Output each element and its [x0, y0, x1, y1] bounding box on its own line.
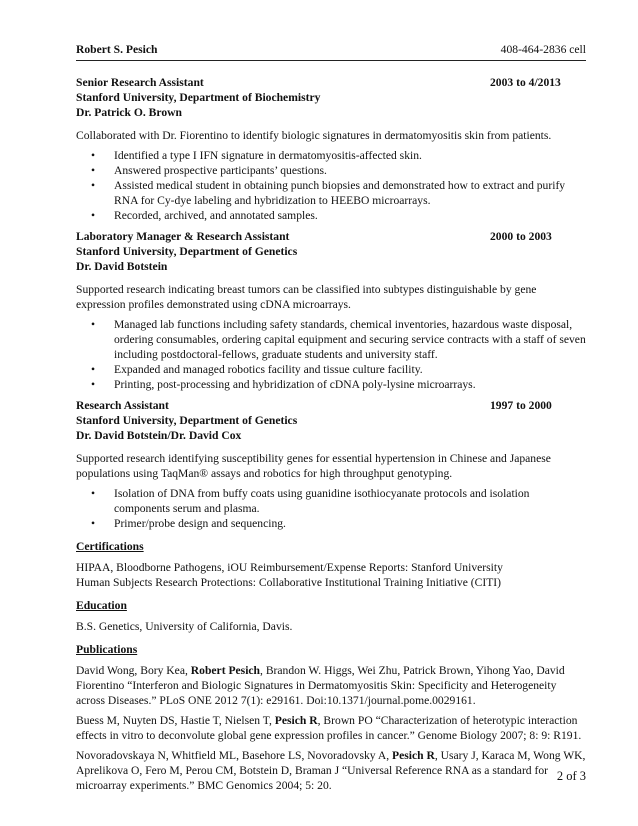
publication-entry — [76, 663, 586, 708]
publication-entry — [76, 713, 586, 743]
job-summary: Supported research identifying susceptibility genes for essential hypertension in Chinese and Japanese populations using TaqMan® assays and robotics for high throughput genotyping. — [76, 452, 551, 480]
job-summary: Collaborated with Dr. Fiorentino to identify biologic signatures in dermatomyositis skin from patients. — [76, 129, 552, 142]
certification-line: HIPAA, Bloodborne Pathogens, iOU Reimbursement/Expense Reports: Stanford University — [76, 561, 503, 574]
bullet-item: • Primer/probe design and sequencing. — [76, 516, 586, 531]
bullet-item: • Answered prospective participants’ questions. — [76, 163, 586, 178]
certifications-list — [76, 560, 586, 590]
page-number: 2 of 3 — [556, 769, 586, 783]
certification-line: Human Subjects Research Protections: Collaborative Institutional Training Initiative (CITI) — [76, 576, 502, 589]
resume-page — [76, 42, 586, 793]
job-entry — [76, 398, 586, 531]
job-supervisor: Dr. David Botstein/Dr. David Cox — [76, 429, 242, 442]
publications-list — [76, 663, 586, 793]
job-header — [76, 229, 586, 274]
bullet-item: • Identified a type I IFN signature in dermatomyositis-affected skin. — [76, 148, 586, 163]
job-organization: Stanford University, Department of Biochemistry — [76, 91, 321, 104]
job-bullets — [76, 317, 586, 392]
header-name: Robert S. Pesich — [76, 43, 158, 56]
job-header — [76, 398, 586, 443]
publications-heading: Publications — [76, 643, 138, 656]
bullet-item: • Managed lab functions including safety standards, chemical inventories, hazardous waste disposal, ordering consumables, ordering capital equipment and securing service contracts with a staff of seven including postdoctoral-fellows, graduate students and university staff. — [76, 317, 586, 362]
job-dates: 2003 to 4/2013 — [490, 76, 561, 89]
publication-citation: , Usary J, Karaca M, Wong WK, Aprelikova O, Fero M, Perou CM, Botstein D, Braman J “Universal Reference RNA as a standard for microarray experiments.” BMC Genomics 2004; 5: 20. — [76, 749, 586, 792]
publication-authors: David Wong, Bory Kea, — [76, 664, 191, 677]
job-entry — [76, 75, 586, 223]
job-bullets — [76, 148, 586, 223]
job-bullets — [76, 486, 586, 531]
bullet-item: • Isolation of DNA from buffy coats using guanidine isothiocyanate protocols and isolation components serum and plasma. — [76, 486, 586, 516]
bullet-item: • Assisted medical student in obtaining punch biopsies and demonstrated how to extract and purify RNA for Cy-dye labeling and hybridization to HEEBO microarrays. — [76, 178, 586, 208]
publication-highlight-author: Robert Pesich — [190, 664, 261, 677]
bullet-item: • Expanded and managed robotics facility and tissue culture facility. — [76, 362, 586, 377]
publication-entry — [76, 748, 586, 793]
publication-citation: , Brandon W. Higgs, Wei Zhu, Patrick Brown, Yihong Yao, David Fiorentino “Interferon and Biologic Signatures in Dermatomyositis Skin: Specificity and Heterogeneity across Diseases.” PLoS ONE 2012 7(1): e29161. Doi:10.1371/journal.pome.0029161. — [76, 664, 565, 707]
education-line: B.S. Genetics, University of California, Davis. — [76, 620, 293, 633]
job-entry — [76, 229, 586, 392]
page-header — [76, 42, 586, 61]
header-phone: 408-464-2836 cell — [500, 43, 586, 56]
education-heading: Education — [76, 599, 127, 612]
publication-authors: Buess M, Nuyten DS, Hastie T, Nielsen T, — [76, 714, 275, 727]
job-organization: Stanford University, Department of Genetics — [76, 414, 298, 427]
job-supervisor: Dr. Patrick O. Brown — [76, 106, 182, 119]
job-dates: 2000 to 2003 — [490, 230, 552, 243]
job-title: Laboratory Manager & Research Assistant — [76, 230, 290, 243]
publication-highlight-author: Pesich R — [274, 714, 318, 727]
publication-highlight-author: Pesich R — [392, 749, 435, 762]
job-dates: 1997 to 2000 — [490, 399, 552, 412]
job-header — [76, 75, 586, 120]
bullet-item: • Recorded, archived, and annotated samples. — [76, 208, 586, 223]
publication-citation: , Brown PO “Characterization of heterotypic interaction effects in vitro to deconvolute global gene expression profiles in cancer.” Genome Biology 2007; 8: 9: R191. — [76, 714, 582, 742]
publication-authors: Novoradovskaya N, Whitfield ML, Basehore LS, Novoradovsky A, — [76, 749, 392, 762]
job-organization: Stanford University, Department of Genetics — [76, 245, 298, 258]
bullet-item: • Printing, post-processing and hybridization of cDNA poly-lysine microarrays. — [76, 377, 586, 392]
job-title: Research Assistant — [76, 399, 169, 412]
job-summary: Supported research indicating breast tumors can be classified into subtypes distinguishable by gene expression profiles demonstrated using cDNA microarrays. — [76, 283, 537, 311]
certifications-heading: Certifications — [76, 540, 144, 553]
job-title: Senior Research Assistant — [76, 76, 204, 89]
job-supervisor: Dr. David Botstein — [76, 260, 168, 273]
